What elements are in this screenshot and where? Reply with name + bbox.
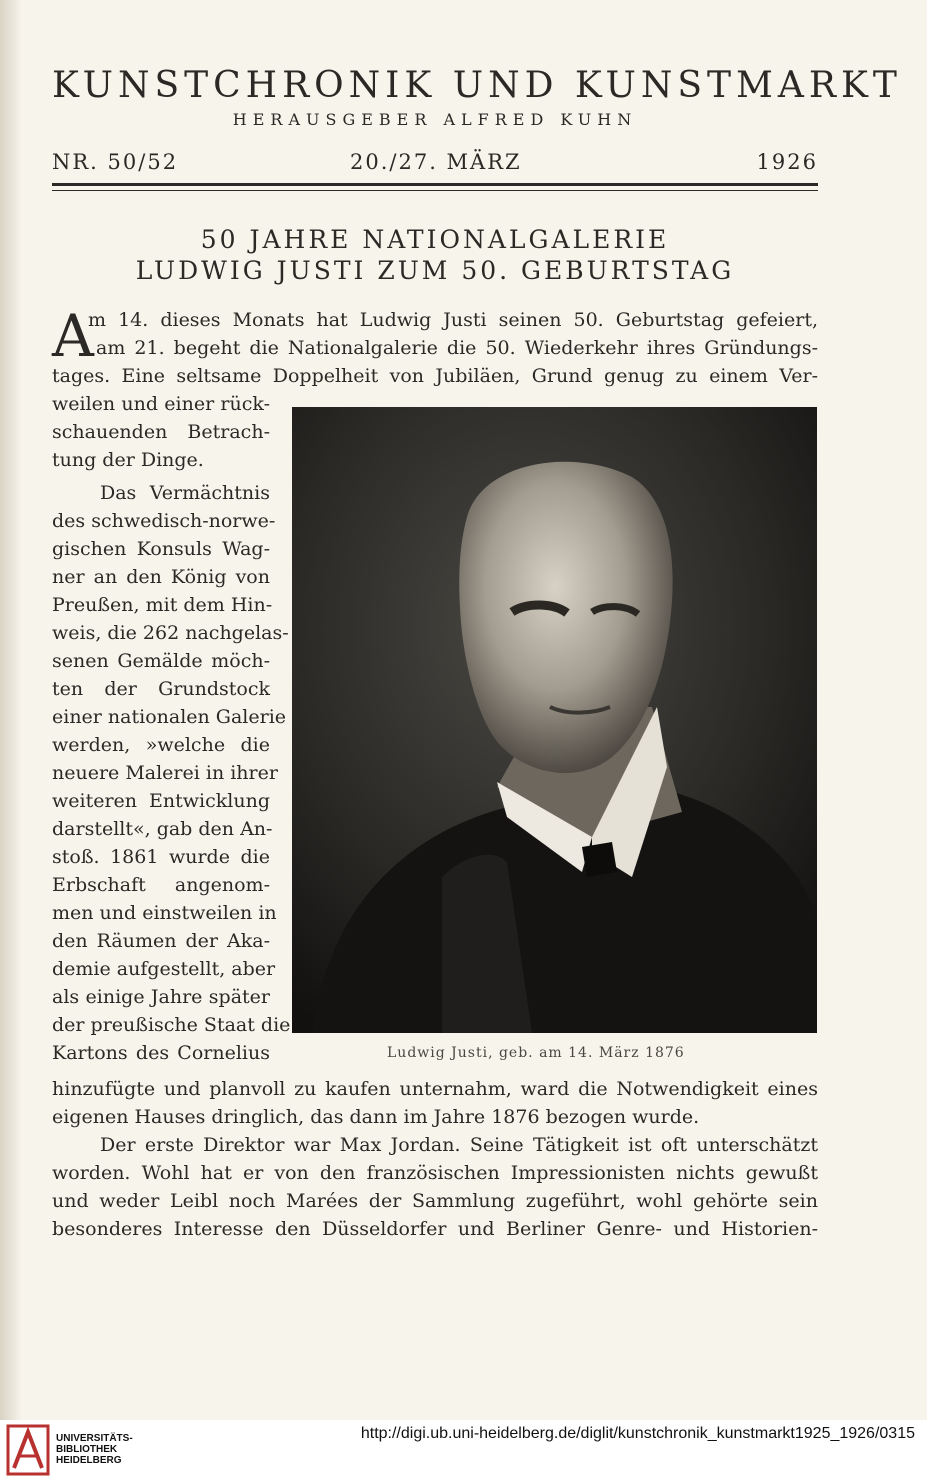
drop-cap: A (52, 302, 94, 370)
body-line: hinzufügte und planvoll zu kaufen unternahm, ward die Notwendigkeit eines (52, 1078, 818, 1100)
article-headline: 50 JAHRE NATIONALGALERIE (200, 225, 670, 254)
library-name: UNIVERSITÄTS- BIBLIOTHEK HEIDELBERG (56, 1433, 133, 1466)
body-line: worden. Wohl hat er von den französischen Impressionisten nichts gewußt (52, 1162, 818, 1184)
body-line: des schwedisch-norwe- (52, 510, 276, 532)
body-line: stoß. 1861 wurde die (52, 846, 270, 868)
body-line: ten der Grundstock (52, 678, 270, 700)
issue-number: NR. 50/52 (52, 150, 179, 174)
body-line: tung der Dinge. (52, 449, 204, 471)
body-line: Das Vermächtnis (100, 482, 270, 504)
body-line: ner an den König von (52, 566, 270, 588)
body-line: als einige Jahre später (52, 986, 270, 1008)
body-line: tages. Eine seltsame Doppelheit von Jubiläen, Grund genug zu einem Ver- (52, 365, 818, 387)
body-line: eigenen Hauses dringlich, das dann im Jahre 1876 bezogen wurde. (52, 1106, 700, 1128)
body-line: besonderes Interesse den Düsseldorfer und Berliner Genre- und Historien- (52, 1218, 818, 1240)
body-line: einer nationalen Galerie (52, 706, 287, 728)
body-line: weilen und einer rück- (52, 393, 270, 415)
body-line: weiteren Entwicklung (52, 790, 270, 812)
body-line: men und einstweilen in (52, 902, 277, 924)
article-subheadline: LUDWIG JUSTI ZUM 50. GEBURTSTAG (135, 256, 735, 285)
journal-title: KUNSTCHRONIK UND KUNSTMARKT (52, 65, 902, 106)
issue-year: 1926 (756, 150, 818, 174)
body-line: den Räumen der Aka- (52, 930, 270, 952)
body-line: senen Gemälde möch- (52, 650, 270, 672)
header-rule-thin (52, 190, 818, 191)
issue-line (52, 150, 818, 180)
portrait-illustration (292, 407, 817, 1033)
portrait-photo (292, 407, 817, 1033)
issue-date: 20./27. MÄRZ (350, 150, 522, 174)
body-line: am 21. begeht die Nationalgalerie die 50. Wiederkehr ihres Gründungs- (96, 337, 818, 359)
header-rule-thick (52, 183, 818, 186)
body-line: Der erste Direktor war Max Jordan. Seine Tätigkeit ist oft unterschätzt (100, 1134, 818, 1156)
body-line: demie aufgestellt, aber (52, 958, 276, 980)
source-url-link[interactable]: http://digi.ub.uni-heidelberg.de/diglit/kunstchronik_kunstmarkt1925_1926/0315 (360, 1425, 915, 1442)
body-line: schauenden Betrach- (52, 421, 270, 443)
journal-editor: HERAUSGEBER ALFRED KUHN (232, 110, 638, 129)
photo-caption: Ludwig Justi, geb. am 14. März 1876 (387, 1045, 685, 1061)
university-library-logo (6, 1424, 52, 1476)
page-fold-shadow (0, 0, 22, 1420)
body-line: werden, »welche die (52, 734, 270, 756)
body-line: der preußische Staat die (52, 1014, 291, 1036)
body-line: m 14. dieses Monats hat Ludwig Justi seinen 50. Geburtstag gefeiert, (88, 309, 818, 331)
body-line: und weder Leibl noch Marées der Sammlung zugeführt, wohl gehörte sein (52, 1190, 818, 1212)
body-line: gischen Konsuls Wag- (52, 538, 270, 560)
body-line: darstellt«, gab den An- (52, 818, 273, 840)
body-line: neuere Malerei in ihrer (52, 762, 278, 784)
body-line: Kartons des Cornelius (52, 1042, 270, 1064)
body-line: weis, die 262 nachgelas- (52, 622, 289, 644)
body-line: Erbschaft angenom- (52, 874, 270, 896)
body-line: Preußen, mit dem Hin- (52, 594, 273, 616)
